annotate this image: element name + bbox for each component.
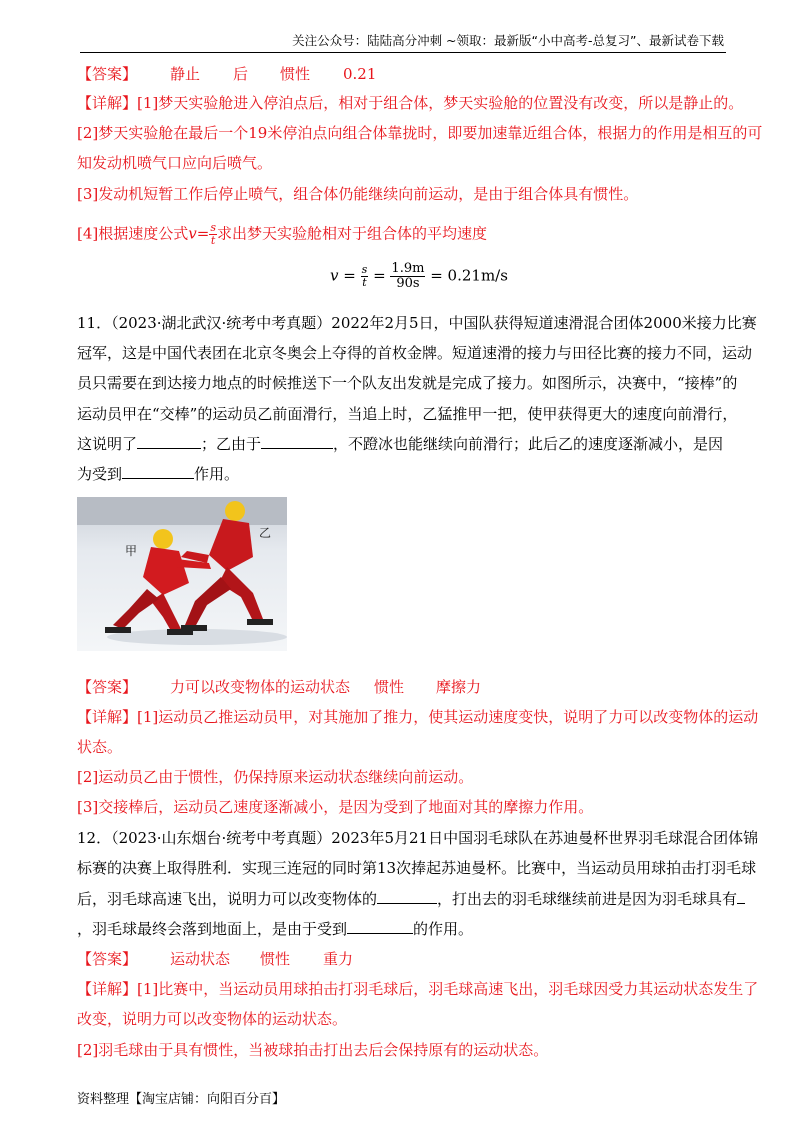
q11-line-5: [77, 434, 724, 454]
fraction-s-over-t: [361, 264, 369, 289]
q11-line-2: 冠军，这是中国代表团在北京冬奥会上夺得的首枚金牌。短道速滑的接力与田径比赛的接力不同，运动: [77, 344, 753, 362]
detail-text: [1]比赛中，当运动员用球拍击打羽毛球后，羽毛球高速飞出，羽毛球因受力其运动状态发生了: [137, 980, 759, 998]
answer-3: 惯性: [280, 65, 311, 83]
velocity-formula: [330, 262, 508, 291]
denominator: 90s: [396, 276, 420, 291]
numerator: 1.9m: [391, 261, 425, 276]
var-v: v: [330, 266, 339, 285]
q11-line-1: 11．（2023·湖北武汉·统考中考真题）2022年2月5日，中国队获得短道速滑混合团体2000米接力比赛: [77, 314, 757, 332]
answer-1: 静止: [170, 65, 201, 83]
detail-q11-1a: [77, 707, 759, 727]
q11-line-6: [77, 464, 720, 484]
detail-text: [1]运动员乙推运动员甲，对其施加了推力，使其运动速度变快，说明了力可以改变物体的运动: [137, 708, 759, 726]
equals: =: [196, 224, 210, 243]
fraction-s-over-t: [209, 222, 217, 247]
detail-q11-1b: 状态。: [77, 738, 123, 756]
answer-3: 摩擦力: [436, 678, 482, 696]
denominator: t: [362, 276, 367, 289]
detail-q10-2b: 知发动机喷气口应向后喷气。: [77, 154, 273, 172]
q11-line-3: 员只需要在到达接力地点的时候推送下一个队友出发就是完成了接力。如图所示，决赛中，“接棒”的: [77, 374, 738, 392]
detail-q11-3: [3]交接棒后，运动员乙速度逐渐减小，是因为受到了地面对其的摩擦力作用。: [77, 798, 594, 816]
detail-q11-2: [2]运动员乙由于惯性，仍保持原来运动状态继续向前运动。: [77, 768, 474, 786]
q12-line-4: [77, 919, 720, 939]
answer-blank[interactable]: [347, 919, 413, 934]
detail-text: 求出梦天实验舱相对于组合体的平均速度: [216, 224, 487, 243]
detail-q10-4: [77, 222, 720, 247]
page-header: [80, 32, 726, 53]
detail-text: [4]根据速度公式: [77, 224, 189, 243]
answer-tag: 【答案】: [77, 678, 138, 696]
text: 的作用。: [413, 920, 474, 938]
var-v: v: [188, 224, 197, 243]
text: 这说明了: [77, 435, 138, 453]
answer-blank[interactable]: [737, 889, 745, 904]
answer-1: 力可以改变物体的运动状态: [170, 678, 351, 696]
q12-line-1: 12．（2023·山东烟台·统考中考真题）2023年5月21日中国羽毛球队在苏迪曼杯世界羽毛球混合团体锦: [77, 829, 759, 847]
detail-q10-3: [3]发动机短暂工作后停止喷气，组合体仍能继续向前运动，是由于组合体具有惯性。: [77, 185, 639, 203]
page-footer: 资料整理【淘宝店铺：向阳百分百】: [77, 1092, 286, 1107]
detail-q12-1a: [77, 979, 759, 999]
skating-photo: [77, 497, 287, 651]
detail-q12-1b: 改变，说明力可以改变物体的运动状态。: [77, 1010, 348, 1028]
answer-blank[interactable]: [377, 889, 437, 904]
numerator: s: [210, 221, 216, 234]
answer-3: 重力: [323, 950, 354, 968]
text: ，羽毛球最终会落到地面上，是由于受到: [77, 920, 348, 938]
answer-2: 惯性: [374, 678, 405, 696]
answer-blank[interactable]: [261, 434, 333, 449]
text: 为受到: [77, 465, 123, 483]
text: ；乙由于: [201, 435, 262, 453]
q12-line-3: [77, 889, 738, 909]
detail-q10-1: [77, 93, 744, 113]
detail-q12-2: [2]羽毛球由于具有惯性，当被球拍击打出去后会保持原有的运动状态。: [77, 1041, 549, 1059]
detail-tag: 【详解】: [77, 980, 138, 998]
detail-q10-2a: [2]梦天实验舱在最后一个19米停泊点向组合体靠拢时，即要加速靠近组合体，根据力的作用是相互的可: [77, 124, 763, 142]
q11-line-4: 运动员甲在“交棒”的运动员乙前面滑行，当追上时，乙猛推甲一把，使甲获得更大的速度向前滑行，: [77, 405, 738, 423]
detail-tag: 【详解】: [77, 94, 138, 112]
answer-tag: 【答案】: [77, 65, 138, 83]
equals: =: [343, 266, 356, 285]
answer-4: 0.21: [343, 65, 377, 83]
detail-text: [1]梦天实验舱进入停泊点后，相对于组合体，梦天实验舱的位置没有改变，所以是静止的。: [137, 94, 744, 112]
answer-blank[interactable]: [122, 464, 194, 479]
answer-blank[interactable]: [137, 434, 201, 449]
text: 作用。: [194, 465, 240, 483]
numerator: s: [361, 263, 368, 276]
fraction-values: [390, 262, 425, 291]
answer-tag: 【答案】: [77, 950, 138, 968]
text: ，不蹬冰也能继续向前滑行；此后乙的速度逐渐减小，是因: [333, 435, 724, 453]
text: 后，羽毛球高速飞出，说明力可以改变物体的: [77, 890, 378, 908]
header-text: 关注公众号：陆陆高分冲刺 ~领取：最新版“小中高考-总复习”、最新试卷下载: [292, 33, 724, 48]
denominator: t: [210, 234, 216, 247]
answer-1: 运动状态: [170, 950, 231, 968]
answer-2: 惯性: [260, 950, 291, 968]
detail-tag: 【详解】: [77, 708, 138, 726]
equals: =: [373, 266, 386, 285]
answer-2: 后: [233, 65, 249, 83]
label-jia: 甲: [125, 544, 138, 558]
label-yi: 乙: [259, 526, 272, 540]
q12-line-2: 标赛的决赛上取得胜利．实现三连冠的同时第13次捧起苏迪曼杯。比赛中，当运动员用球拍击打羽毛球: [77, 859, 757, 877]
result: = 0.21m/s: [430, 266, 508, 285]
speed-skaters-illustration: [77, 497, 287, 651]
text: ，打出去的羽毛球继续前进是因为羽毛球具有: [437, 890, 738, 908]
